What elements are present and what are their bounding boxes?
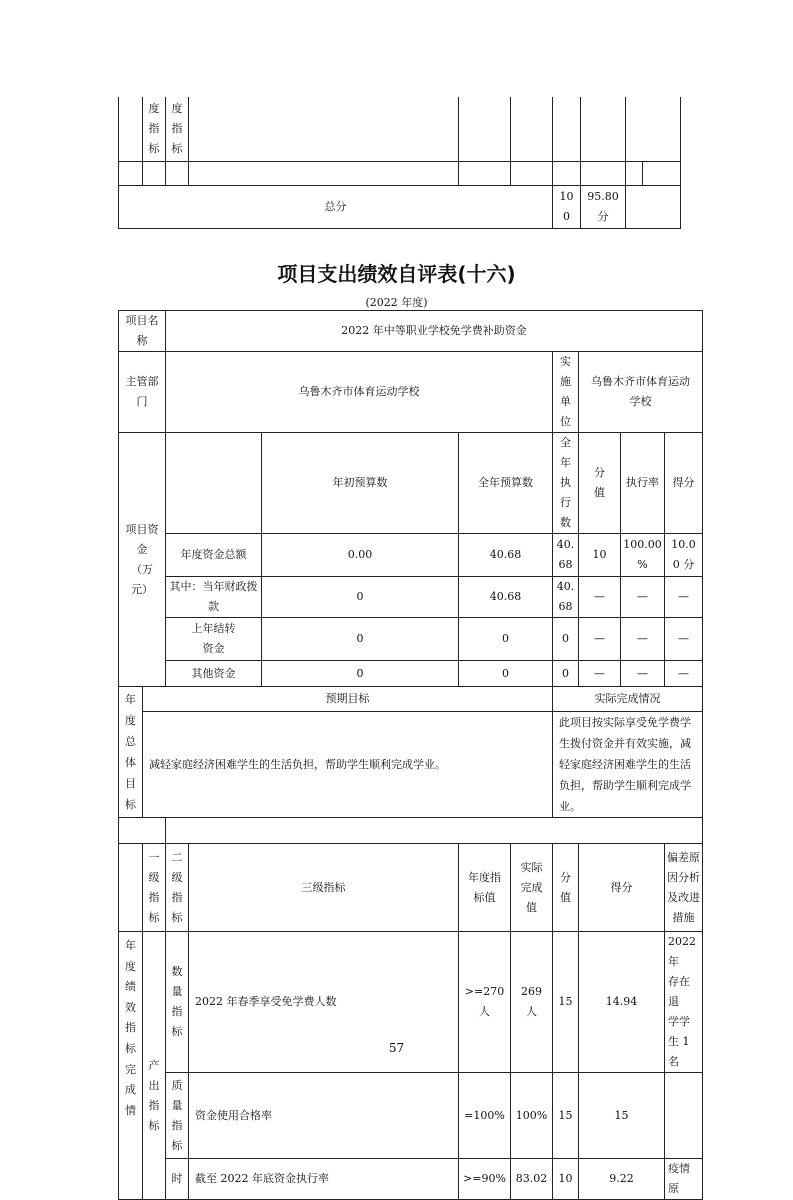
- ind-score: 15: [553, 932, 579, 1073]
- funds-row-label: 年度资金总额: [166, 534, 262, 577]
- ind-reason: 疫情原: [665, 1159, 703, 1200]
- dept-label: 主管部 门: [119, 352, 166, 433]
- ind-got: 9.22: [579, 1159, 665, 1200]
- prev-row-empty: [119, 161, 681, 185]
- funds-row-executed: 0: [553, 618, 579, 661]
- funds-row-weight: —: [579, 661, 621, 687]
- funds-row-initial: 0: [262, 577, 459, 618]
- ind-got: 15: [579, 1073, 665, 1159]
- ind-header-l2: 二 级 指 标: [166, 844, 189, 932]
- funds-row: [119, 577, 703, 618]
- funds-header-initial: 年初预算数: [262, 433, 459, 534]
- funds-row-label: 其他资金: [166, 661, 262, 687]
- funds-row-rate: —: [621, 618, 665, 661]
- goal-expected-text: 减轻家庭经济困难学生的生活负担，帮助学生顺利完成学业。: [143, 712, 553, 818]
- funds-row-annual: 0: [459, 618, 553, 661]
- indicator-row: [119, 1073, 703, 1159]
- ind-reason: 2022 年 存在退 学学生 1 名: [665, 932, 703, 1073]
- prev-l2-cell: 度 指 标: [166, 97, 189, 161]
- output-label: 产 出 指 标: [143, 932, 166, 1200]
- ind-score: 10: [553, 1159, 579, 1200]
- funds-row-initial: 0: [262, 618, 459, 661]
- ind-l3: 2022 年春季享受免学费人数: [189, 932, 459, 1073]
- total-score: 10 0: [553, 185, 581, 228]
- project-name-label: 项目名 称: [119, 311, 166, 352]
- ind-score: 15: [553, 1073, 579, 1159]
- project-name-value: 2022 年中等职业学校免学费补助资金: [166, 311, 703, 352]
- funds-row-rate: —: [621, 661, 665, 687]
- ind-header-got: 得分: [579, 844, 665, 932]
- funds-row-initial: 0.00: [262, 534, 459, 577]
- funds-header-executed: 全年执 行数: [553, 433, 579, 534]
- goal-content-row: [119, 712, 703, 818]
- funds-header-weight: 分 值: [579, 433, 621, 534]
- goal-actual-header: 实际完成情况: [553, 687, 703, 712]
- funds-row-weight: —: [579, 577, 621, 618]
- ind-header-score: 分 值: [553, 844, 579, 932]
- funds-row-annual: 40.68: [459, 577, 553, 618]
- funds-row-score: —: [665, 577, 703, 618]
- project-name-row: [119, 311, 703, 352]
- funds-row-weight: —: [579, 618, 621, 661]
- funds-row: [119, 534, 703, 577]
- page-number: 57: [388, 1041, 405, 1055]
- funds-row-label: 上年结转 资金: [166, 618, 262, 661]
- prev-l1-cell: 度 指 标: [143, 97, 166, 161]
- funds-row-executed: 40.68: [553, 577, 579, 618]
- ind-l2: 数 量 指 标: [166, 932, 189, 1073]
- funds-row-score: —: [665, 661, 703, 687]
- ind-actual: 83.02: [511, 1159, 553, 1200]
- funds-header-annual: 全年预算数: [459, 433, 553, 534]
- ind-header-l3: 三级指标: [189, 844, 459, 932]
- funds-header-rate: 执行率: [621, 433, 665, 534]
- spacer-row: [119, 818, 703, 844]
- performance-table: [118, 310, 703, 1200]
- funds-row: [119, 661, 703, 687]
- funds-row-initial: 0: [262, 661, 459, 687]
- funds-header-score: 得分: [665, 433, 703, 534]
- funds-row-score: —: [665, 618, 703, 661]
- ind-target: >=90%: [459, 1159, 511, 1200]
- goal-label: 年 度 总 体 目 标: [119, 687, 143, 818]
- funds-row-rate: —: [621, 577, 665, 618]
- funds-label: 项目资 金 （万 元）: [119, 433, 166, 687]
- ind-actual: 269 人: [511, 932, 553, 1073]
- goal-actual-text: 此项目按实际享受免学费学生拨付资金并有效实施，减轻家庭经济困难学生的生活负担，帮助学生顺利完成学业。: [553, 712, 703, 818]
- ind-l2: 质 量 指 标: [166, 1073, 189, 1159]
- ind-target: >=270 人: [459, 932, 511, 1073]
- indicator-header-row: [119, 844, 703, 932]
- total-label: 总分: [119, 185, 553, 228]
- ind-l3: 资金使用合格率: [189, 1073, 459, 1159]
- goal-header-row: [119, 687, 703, 712]
- dept-row: [119, 352, 703, 433]
- funds-row-annual: 40.68: [459, 534, 553, 577]
- exec-unit-value: 乌鲁木齐市体育运动 学校: [579, 352, 703, 433]
- funds-row: [119, 618, 703, 661]
- prev-total-row: [119, 185, 681, 228]
- funds-row-annual: 0: [459, 661, 553, 687]
- ind-got: 14.94: [579, 932, 665, 1073]
- indicator-row: [119, 1159, 703, 1200]
- funds-row-executed: 0: [553, 661, 579, 687]
- dept-value: 乌鲁木齐市体育运动学校: [166, 352, 553, 433]
- prev-table-fragment: [118, 97, 681, 229]
- ind-l2: 时: [166, 1159, 189, 1200]
- funds-row-rate: 100.00 %: [621, 534, 665, 577]
- ind-header-actual: 实际 完成 值: [511, 844, 553, 932]
- total-got: 95.80 分: [581, 185, 626, 228]
- funds-row-executed: 40.68: [553, 534, 579, 577]
- ind-reason: [665, 1073, 703, 1159]
- ind-header-reason: 偏差原 因分析 及改进 措施: [665, 844, 703, 932]
- funds-row-weight: 10: [579, 534, 621, 577]
- ind-l3: 截至 2022 年底资金执行率: [189, 1159, 459, 1200]
- ind-target: =100%: [459, 1073, 511, 1159]
- funds-row-score: 10.0 0 分: [665, 534, 703, 577]
- prev-row-indicator: [119, 97, 681, 161]
- exec-unit-label: 实施单 位: [553, 352, 579, 433]
- perf-label: 年 度 绩 效 指 标 完 成 情: [119, 932, 143, 1200]
- goal-expected-header: 预期目标: [143, 687, 553, 712]
- ind-actual: 100%: [511, 1073, 553, 1159]
- funds-header-row: [119, 433, 703, 534]
- year-label: (2022 年度): [365, 296, 428, 309]
- ind-header-target: 年度指 标值: [459, 844, 511, 932]
- funds-row-label: 其中：当年财政拨 款: [166, 577, 262, 618]
- page-title: 项目支出绩效自评表(十六): [277, 262, 516, 286]
- ind-header-l1: 一 级 指 标: [143, 844, 166, 932]
